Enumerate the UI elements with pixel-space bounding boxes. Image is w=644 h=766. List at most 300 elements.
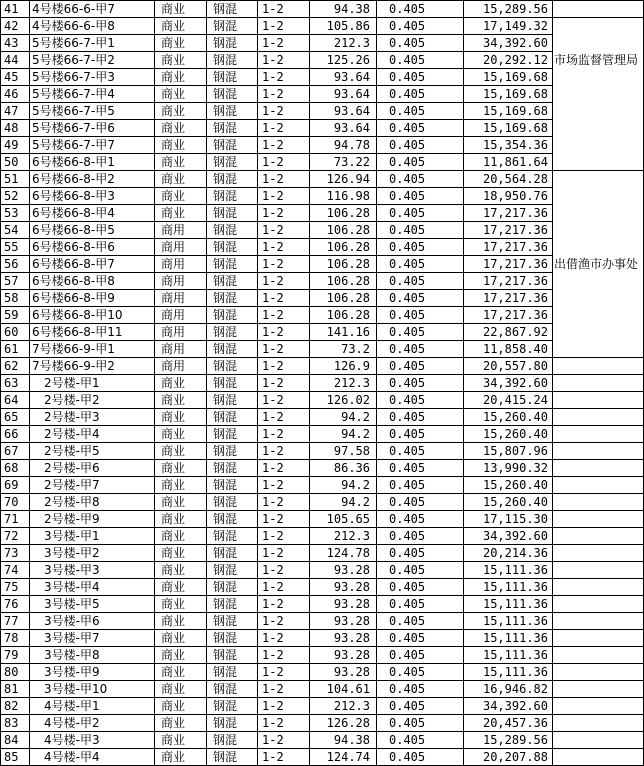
structure-cell: 钢混	[207, 613, 258, 630]
row-number-cell: 71	[1, 511, 30, 528]
table-row	[1, 341, 644, 358]
tenant-cell	[553, 426, 644, 443]
row-number-cell: 73	[1, 545, 30, 562]
table-row	[1, 103, 644, 120]
annual-rent-cell: 20,292.12	[464, 52, 553, 69]
table-row	[1, 647, 644, 664]
floor-cell: 1-2	[258, 18, 310, 35]
unit-name-cell: 6号楼66-8-甲4	[30, 205, 155, 222]
structure-cell: 钢混	[207, 392, 258, 409]
table-row	[1, 579, 644, 596]
floor-cell: 1-2	[258, 205, 310, 222]
unit-name-cell: 5号楼66-7-甲7	[30, 137, 155, 154]
annual-rent-cell: 17,115.30	[464, 511, 553, 528]
table-row	[1, 154, 644, 171]
tenant-cell	[553, 664, 644, 681]
annual-rent-cell: 15,111.36	[464, 613, 553, 630]
annual-rent-cell: 15,111.36	[464, 647, 553, 664]
tenant-cell	[553, 613, 644, 630]
tenant-cell	[553, 392, 644, 409]
unit-name-cell: 5号楼66-7-甲1	[30, 35, 155, 52]
row-number-cell: 47	[1, 103, 30, 120]
unit-name-cell: 2号楼-甲4	[30, 426, 155, 443]
table-row	[1, 290, 644, 307]
floor-cell: 1-2	[258, 579, 310, 596]
usage-cell: 商业	[155, 732, 207, 749]
tenant-cell	[553, 1, 644, 18]
usage-cell: 商业	[155, 579, 207, 596]
area-cell: 106.28	[310, 205, 377, 222]
floor-cell: 1-2	[258, 630, 310, 647]
area-cell: 94.2	[310, 477, 377, 494]
structure-cell: 钢混	[207, 324, 258, 341]
tenant-cell	[553, 324, 644, 341]
structure-cell: 钢混	[207, 596, 258, 613]
table-row	[1, 630, 644, 647]
annual-rent-cell: 13,990.32	[464, 460, 553, 477]
floor-cell: 1-2	[258, 35, 310, 52]
unit-name-cell: 4号楼-甲2	[30, 715, 155, 732]
table-row	[1, 545, 644, 562]
row-number-cell: 74	[1, 562, 30, 579]
tenant-cell	[553, 154, 644, 171]
unit-name-cell: 3号楼-甲1	[30, 528, 155, 545]
table-row	[1, 120, 644, 137]
floor-cell: 1-2	[258, 647, 310, 664]
usage-cell: 商业	[155, 205, 207, 222]
row-number-cell: 50	[1, 154, 30, 171]
rate-cell: 0.405	[377, 630, 464, 647]
area-cell: 106.28	[310, 290, 377, 307]
rate-cell: 0.405	[377, 18, 464, 35]
rate-cell: 0.405	[377, 647, 464, 664]
unit-name-cell: 3号楼-甲2	[30, 545, 155, 562]
usage-cell: 商用	[155, 222, 207, 239]
annual-rent-cell: 11,858.40	[464, 341, 553, 358]
row-number-cell: 63	[1, 375, 30, 392]
annual-rent-cell: 15,354.36	[464, 137, 553, 154]
structure-cell: 钢混	[207, 664, 258, 681]
table-row	[1, 715, 644, 732]
annual-rent-cell: 15,111.36	[464, 630, 553, 647]
rate-cell: 0.405	[377, 341, 464, 358]
usage-cell: 商业	[155, 545, 207, 562]
area-cell: 93.28	[310, 613, 377, 630]
area-cell: 116.98	[310, 188, 377, 205]
area-cell: 93.64	[310, 69, 377, 86]
area-cell: 106.28	[310, 273, 377, 290]
floor-cell: 1-2	[258, 715, 310, 732]
unit-name-cell: 3号楼-甲10	[30, 681, 155, 698]
rate-cell: 0.405	[377, 443, 464, 460]
usage-cell: 商业	[155, 511, 207, 528]
tenant-cell	[553, 681, 644, 698]
tenant-cell	[553, 239, 644, 256]
unit-name-cell: 3号楼-甲6	[30, 613, 155, 630]
unit-name-cell: 3号楼-甲3	[30, 562, 155, 579]
rate-cell: 0.405	[377, 528, 464, 545]
usage-cell: 商业	[155, 18, 207, 35]
usage-cell: 商业	[155, 749, 207, 766]
unit-name-cell: 3号楼-甲9	[30, 664, 155, 681]
area-cell: 141.16	[310, 324, 377, 341]
tenant-cell	[553, 579, 644, 596]
floor-cell: 1-2	[258, 613, 310, 630]
table-row	[1, 171, 644, 188]
area-cell: 124.74	[310, 749, 377, 766]
rate-cell: 0.405	[377, 222, 464, 239]
row-number-cell: 81	[1, 681, 30, 698]
tenant-cell	[553, 409, 644, 426]
floor-cell: 1-2	[258, 477, 310, 494]
tenant-cell	[553, 188, 644, 205]
structure-cell: 钢混	[207, 1, 258, 18]
unit-name-cell: 5号楼66-7-甲4	[30, 86, 155, 103]
rate-cell: 0.405	[377, 664, 464, 681]
usage-cell: 商业	[155, 120, 207, 137]
row-number-cell: 61	[1, 341, 30, 358]
structure-cell: 钢混	[207, 749, 258, 766]
structure-cell: 钢混	[207, 273, 258, 290]
annual-rent-cell: 17,217.36	[464, 205, 553, 222]
structure-cell: 钢混	[207, 103, 258, 120]
annual-rent-cell: 15,111.36	[464, 562, 553, 579]
row-number-cell: 54	[1, 222, 30, 239]
unit-name-cell: 2号楼-甲6	[30, 460, 155, 477]
unit-name-cell: 6号楼66-8-甲7	[30, 256, 155, 273]
usage-cell: 商业	[155, 409, 207, 426]
table-row	[1, 698, 644, 715]
area-cell: 93.64	[310, 120, 377, 137]
area-cell: 73.2	[310, 341, 377, 358]
area-cell: 126.9	[310, 358, 377, 375]
table-row	[1, 409, 644, 426]
unit-name-cell: 2号楼-甲3	[30, 409, 155, 426]
unit-name-cell: 4号楼-甲1	[30, 698, 155, 715]
rate-cell: 0.405	[377, 511, 464, 528]
area-cell: 93.64	[310, 86, 377, 103]
rate-cell: 0.405	[377, 52, 464, 69]
rate-cell: 0.405	[377, 613, 464, 630]
floor-cell: 1-2	[258, 103, 310, 120]
area-cell: 105.65	[310, 511, 377, 528]
annual-rent-cell: 17,217.36	[464, 239, 553, 256]
rate-cell: 0.405	[377, 290, 464, 307]
rate-cell: 0.405	[377, 749, 464, 766]
rate-cell: 0.405	[377, 188, 464, 205]
structure-cell: 钢混	[207, 732, 258, 749]
floor-cell: 1-2	[258, 511, 310, 528]
usage-cell: 商业	[155, 698, 207, 715]
rate-cell: 0.405	[377, 562, 464, 579]
area-cell: 106.28	[310, 307, 377, 324]
usage-cell: 商用	[155, 307, 207, 324]
structure-cell: 钢混	[207, 477, 258, 494]
floor-cell: 1-2	[258, 1, 310, 18]
usage-cell: 商业	[155, 86, 207, 103]
area-cell: 125.26	[310, 52, 377, 69]
usage-cell: 商业	[155, 426, 207, 443]
annual-rent-cell: 20,214.36	[464, 545, 553, 562]
structure-cell: 钢混	[207, 409, 258, 426]
row-number-cell: 49	[1, 137, 30, 154]
structure-cell: 钢混	[207, 562, 258, 579]
area-cell: 212.3	[310, 698, 377, 715]
structure-cell: 钢混	[207, 375, 258, 392]
usage-cell: 商业	[155, 715, 207, 732]
annual-rent-cell: 34,392.60	[464, 35, 553, 52]
structure-cell: 钢混	[207, 290, 258, 307]
rate-cell: 0.405	[377, 358, 464, 375]
usage-cell: 商业	[155, 137, 207, 154]
area-cell: 94.2	[310, 409, 377, 426]
structure-cell: 钢混	[207, 681, 258, 698]
unit-name-cell: 2号楼-甲1	[30, 375, 155, 392]
usage-cell: 商用	[155, 341, 207, 358]
area-cell: 93.28	[310, 579, 377, 596]
rate-cell: 0.405	[377, 579, 464, 596]
unit-name-cell: 5号楼66-7-甲2	[30, 52, 155, 69]
annual-rent-cell: 17,217.36	[464, 256, 553, 273]
row-number-cell: 84	[1, 732, 30, 749]
row-number-cell: 66	[1, 426, 30, 443]
unit-name-cell: 7号楼66-9-甲2	[30, 358, 155, 375]
tenant-cell	[553, 222, 644, 239]
tenant-cell	[553, 443, 644, 460]
rate-cell: 0.405	[377, 273, 464, 290]
row-number-cell: 46	[1, 86, 30, 103]
structure-cell: 钢混	[207, 358, 258, 375]
area-cell: 93.28	[310, 647, 377, 664]
floor-cell: 1-2	[258, 222, 310, 239]
floor-cell: 1-2	[258, 681, 310, 698]
tenant-cell	[553, 715, 644, 732]
unit-name-cell: 5号楼66-7-甲6	[30, 120, 155, 137]
unit-name-cell: 6号楼66-8-甲8	[30, 273, 155, 290]
rate-cell: 0.405	[377, 732, 464, 749]
unit-name-cell: 4号楼66-6-甲7	[30, 1, 155, 18]
row-number-cell: 68	[1, 460, 30, 477]
area-cell: 126.02	[310, 392, 377, 409]
row-number-cell: 42	[1, 18, 30, 35]
row-number-cell: 77	[1, 613, 30, 630]
floor-cell: 1-2	[258, 307, 310, 324]
row-number-cell: 65	[1, 409, 30, 426]
tenant-cell	[553, 358, 644, 375]
rate-cell: 0.405	[377, 137, 464, 154]
row-number-cell: 58	[1, 290, 30, 307]
row-number-cell: 45	[1, 69, 30, 86]
table-row	[1, 494, 644, 511]
tenant-cell	[553, 273, 644, 290]
annual-rent-cell: 34,392.60	[464, 375, 553, 392]
rate-cell: 0.405	[377, 596, 464, 613]
floor-cell: 1-2	[258, 426, 310, 443]
floor-cell: 1-2	[258, 273, 310, 290]
tenant-cell	[553, 375, 644, 392]
table-row	[1, 443, 644, 460]
unit-name-cell: 2号楼-甲9	[30, 511, 155, 528]
floor-cell: 1-2	[258, 596, 310, 613]
area-cell: 94.2	[310, 494, 377, 511]
table-row	[1, 392, 644, 409]
unit-name-cell: 6号楼66-8-甲1	[30, 154, 155, 171]
table-row	[1, 477, 644, 494]
row-number-cell: 57	[1, 273, 30, 290]
annual-rent-cell: 15,169.68	[464, 86, 553, 103]
table-row	[1, 188, 644, 205]
area-cell: 93.28	[310, 630, 377, 647]
table-row	[1, 664, 644, 681]
usage-cell: 商业	[155, 681, 207, 698]
row-number-cell: 69	[1, 477, 30, 494]
row-number-cell: 43	[1, 35, 30, 52]
floor-cell: 1-2	[258, 460, 310, 477]
structure-cell: 钢混	[207, 630, 258, 647]
floor-cell: 1-2	[258, 698, 310, 715]
row-number-cell: 44	[1, 52, 30, 69]
usage-cell: 商业	[155, 647, 207, 664]
row-number-cell: 41	[1, 1, 30, 18]
usage-cell: 商业	[155, 613, 207, 630]
tenant-cell	[553, 596, 644, 613]
area-cell: 106.28	[310, 239, 377, 256]
floor-cell: 1-2	[258, 409, 310, 426]
floor-cell: 1-2	[258, 358, 310, 375]
annual-rent-cell: 16,946.82	[464, 681, 553, 698]
floor-cell: 1-2	[258, 732, 310, 749]
tenant-cell	[553, 647, 644, 664]
annual-rent-cell: 15,260.40	[464, 426, 553, 443]
table-row	[1, 732, 644, 749]
unit-name-cell: 6号楼66-8-甲6	[30, 239, 155, 256]
area-cell: 105.86	[310, 18, 377, 35]
floor-cell: 1-2	[258, 324, 310, 341]
structure-cell: 钢混	[207, 460, 258, 477]
area-cell: 104.61	[310, 681, 377, 698]
table-row	[1, 562, 644, 579]
row-number-cell: 82	[1, 698, 30, 715]
usage-cell: 商业	[155, 52, 207, 69]
row-number-cell: 62	[1, 358, 30, 375]
row-number-cell: 55	[1, 239, 30, 256]
table-row	[1, 239, 644, 256]
tenant-cell	[553, 477, 644, 494]
rate-cell: 0.405	[377, 375, 464, 392]
floor-cell: 1-2	[258, 341, 310, 358]
rate-cell: 0.405	[377, 698, 464, 715]
tenant-market-bureau: 市场监督管理局	[553, 52, 644, 69]
usage-cell: 商业	[155, 494, 207, 511]
annual-rent-cell: 15,260.40	[464, 477, 553, 494]
floor-cell: 1-2	[258, 562, 310, 579]
floor-cell: 1-2	[258, 239, 310, 256]
usage-cell: 商用	[155, 256, 207, 273]
floor-cell: 1-2	[258, 171, 310, 188]
usage-cell: 商业	[155, 1, 207, 18]
rate-cell: 0.405	[377, 103, 464, 120]
floor-cell: 1-2	[258, 69, 310, 86]
usage-cell: 商用	[155, 324, 207, 341]
table-row	[1, 511, 644, 528]
table-row	[1, 426, 644, 443]
rate-cell: 0.405	[377, 1, 464, 18]
row-number-cell: 75	[1, 579, 30, 596]
area-cell: 212.3	[310, 528, 377, 545]
area-cell: 94.78	[310, 137, 377, 154]
annual-rent-cell: 15,260.40	[464, 409, 553, 426]
unit-name-cell: 6号楼66-8-甲10	[30, 307, 155, 324]
tenant-cell	[553, 528, 644, 545]
row-number-cell: 56	[1, 256, 30, 273]
annual-rent-cell: 15,169.68	[464, 103, 553, 120]
floor-cell: 1-2	[258, 664, 310, 681]
usage-cell: 商业	[155, 69, 207, 86]
unit-name-cell: 6号楼66-8-甲9	[30, 290, 155, 307]
structure-cell: 钢混	[207, 188, 258, 205]
unit-name-cell: 2号楼-甲5	[30, 443, 155, 460]
structure-cell: 钢混	[207, 86, 258, 103]
row-number-cell: 53	[1, 205, 30, 222]
structure-cell: 钢混	[207, 69, 258, 86]
structure-cell: 钢混	[207, 18, 258, 35]
area-cell: 106.28	[310, 222, 377, 239]
usage-cell: 商用	[155, 358, 207, 375]
unit-name-cell: 6号楼66-8-甲5	[30, 222, 155, 239]
tenant-cell	[553, 562, 644, 579]
annual-rent-cell: 20,557.80	[464, 358, 553, 375]
structure-cell: 钢混	[207, 137, 258, 154]
table-row	[1, 307, 644, 324]
area-cell: 212.3	[310, 375, 377, 392]
area-cell: 94.38	[310, 732, 377, 749]
rate-cell: 0.405	[377, 35, 464, 52]
floor-cell: 1-2	[258, 749, 310, 766]
annual-rent-cell: 20,207.88	[464, 749, 553, 766]
annual-rent-cell: 15,289.56	[464, 732, 553, 749]
structure-cell: 钢混	[207, 256, 258, 273]
annual-rent-cell: 17,149.32	[464, 18, 553, 35]
usage-cell: 商业	[155, 35, 207, 52]
structure-cell: 钢混	[207, 545, 258, 562]
table-row	[1, 205, 644, 222]
usage-cell: 商业	[155, 528, 207, 545]
structure-cell: 钢混	[207, 715, 258, 732]
tenant-cell	[553, 120, 644, 137]
unit-name-cell: 3号楼-甲8	[30, 647, 155, 664]
floor-cell: 1-2	[258, 494, 310, 511]
floor-cell: 1-2	[258, 188, 310, 205]
table-row	[1, 358, 644, 375]
rate-cell: 0.405	[377, 239, 464, 256]
annual-rent-cell: 34,392.60	[464, 528, 553, 545]
row-number-cell: 78	[1, 630, 30, 647]
usage-cell: 商业	[155, 103, 207, 120]
structure-cell: 钢混	[207, 154, 258, 171]
table-row	[1, 1, 644, 18]
usage-cell: 商业	[155, 664, 207, 681]
floor-cell: 1-2	[258, 52, 310, 69]
area-cell: 106.28	[310, 256, 377, 273]
unit-name-cell: 2号楼-甲2	[30, 392, 155, 409]
annual-rent-cell: 15,111.36	[464, 596, 553, 613]
floor-cell: 1-2	[258, 528, 310, 545]
usage-cell: 商业	[155, 171, 207, 188]
structure-cell: 钢混	[207, 222, 258, 239]
usage-cell: 商业	[155, 630, 207, 647]
rate-cell: 0.405	[377, 494, 464, 511]
annual-rent-cell: 20,564.28	[464, 171, 553, 188]
